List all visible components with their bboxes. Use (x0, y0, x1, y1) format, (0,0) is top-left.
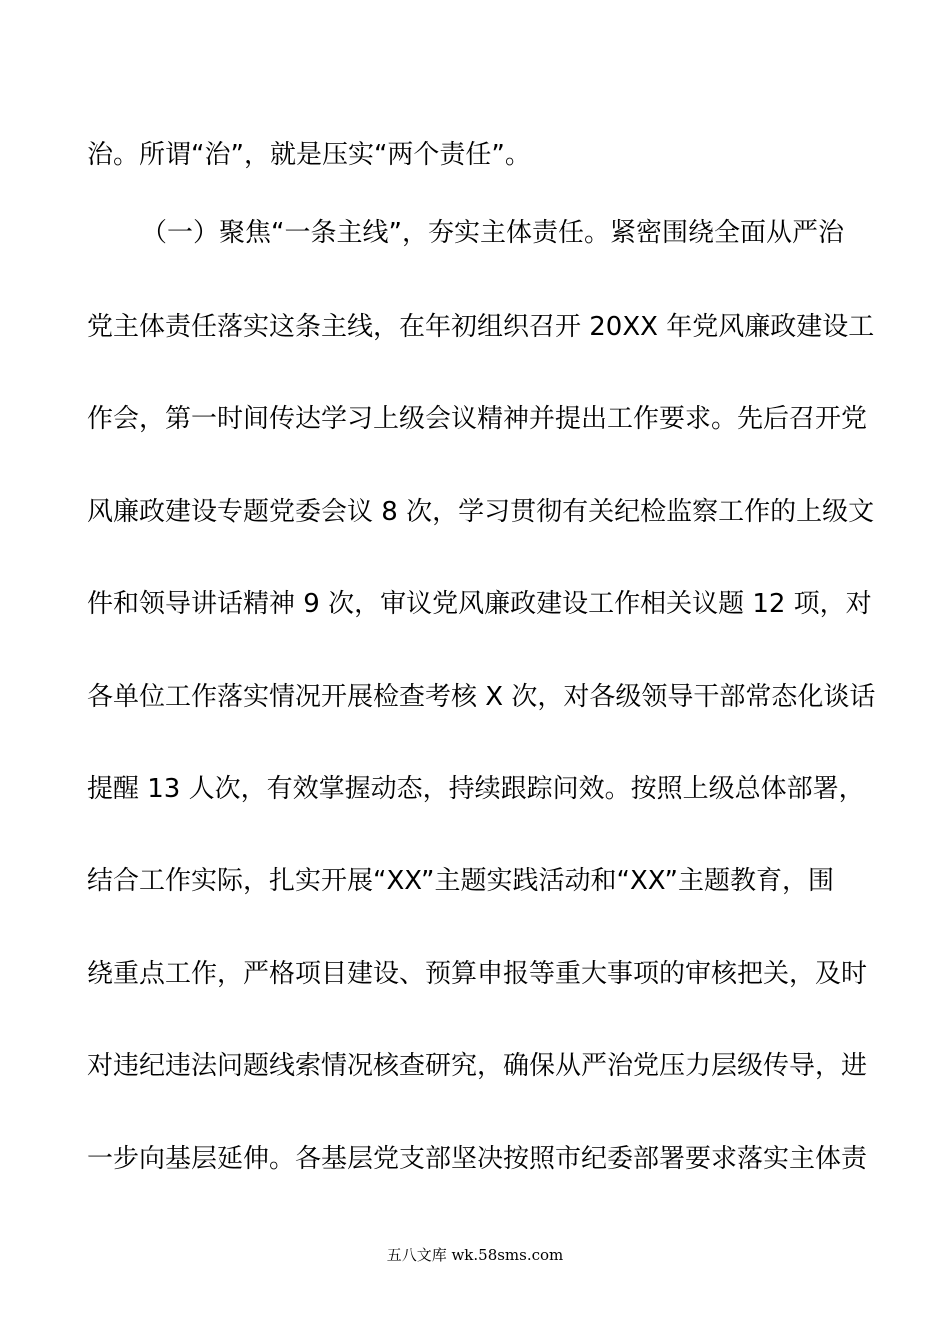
paragraph-line: 绕重点工作，严格项目建设、预算申报等重大事项的审核把关，及时 (87, 959, 868, 989)
paragraph-line: 各单位工作落实情况开展检查考核 X 次，对各级领导干部常态化谈话 (87, 682, 876, 712)
paragraph-line: 提醒 13 人次，有效掌握动态，持续跟踪问效。按照上级总体部署， (87, 774, 865, 804)
paragraph-line: 风廉政建设专题党委会议 8 次，学习贯彻有关纪检监察工作的上级文 (87, 497, 875, 527)
paragraph-line: 一步向基层延伸。各基层党支部坚决按照市纪委部署要求落实主体责 (87, 1144, 868, 1174)
paragraph-line: 件和领导讲话精神 9 次，审议党风廉政建设工作相关议题 12 项，对 (87, 589, 872, 619)
paragraph-line: 结合工作实际，扎实开展“XX”主题实践活动和“XX”主题教育，围 (87, 866, 835, 896)
paragraph-line: 对违纪违法问题线索情况核查研究，确保从严治党压力层级传导，进 (87, 1051, 868, 1081)
page-footer: 五八文库 wk.58sms.com (386, 1246, 564, 1264)
paragraph-line: 党主体责任落实这条主线，在年初组织召开 20XX 年党风廉政建设工 (87, 312, 875, 342)
paragraph-line: 作会，第一时间传达学习上级会议精神并提出工作要求。先后召开党 (87, 404, 868, 434)
paragraph-line: 治。所谓“治”，就是压实“两个责任”。 (87, 140, 531, 170)
paragraph-line: （一）聚焦“一条主线”，夯实主体责任。紧密围绕全面从严治 (141, 218, 844, 248)
